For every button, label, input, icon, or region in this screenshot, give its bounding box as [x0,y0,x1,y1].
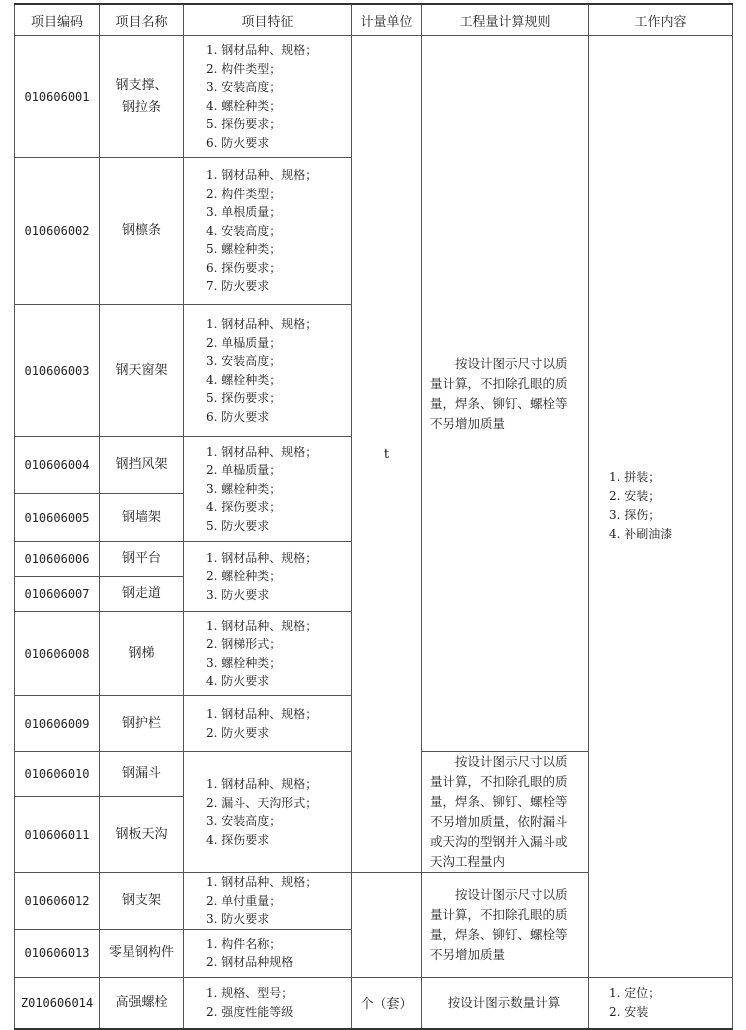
item-name: 钢檩条 [100,158,184,305]
item-features: 1. 钢材品种、规格； 2. 钢梯形式； 3. 螺栓种类； 4. 防火要求 [184,612,352,696]
item-name: 钢支架 [100,873,184,930]
item-features: 1. 钢材品种、规格； 2. 构件类型； 3. 安装高度； 4. 螺栓种类； 5. 探伤要求； 6. 防火要求 [184,36,352,158]
item-name: 钢天窗架 [100,305,184,437]
item-code: 010606002 [15,158,100,305]
unit-cell-blank [352,873,422,978]
header-work: 工作内容 [589,4,733,36]
header-name: 项目名称 [100,4,184,36]
item-features: 1. 钢材品种、规格； 2. 防火要求 [184,696,352,752]
item-features: 1. 构件名称； 2. 钢材品种规格 [184,929,352,977]
header-code: 项目编码 [15,4,100,36]
item-name: 钢墙架 [100,494,184,542]
item-features: 1. 钢材品种、规格； 2. 构件类型； 3. 单根质量； 4. 安装高度； 5. 螺栓种类； 6. 探伤要求； 7. 防火要求 [184,158,352,305]
item-features: 1. 钢材品种、规格； 2. 漏斗、天沟形式； 3. 安装高度； 4. 探伤要求 [184,752,352,873]
item-name: 钢梯 [100,612,184,696]
steel-member-quantity-table [14,3,733,1030]
item-code: 010606001 [15,36,100,158]
work-content-cell: 1. 拼装； 2. 安装； 3. 探伤； 4. 补刷油漆 [589,36,733,978]
header-row [15,4,733,36]
rule-cell: 按设计图示尺寸以质量计算，不扣除孔眼的质量，焊条、铆钉、螺栓等不另增加质量 [422,873,589,978]
item-code: 010606009 [15,696,100,752]
item-code: 010606008 [15,612,100,696]
item-name: 钢平台 [100,542,184,577]
table-row [15,36,733,158]
item-code: 010606011 [15,797,100,873]
item-features: 1. 规格、型号； 2. 强度性能等级 [184,977,352,1029]
item-code: 010606007 [15,577,100,612]
item-code: 010606005 [15,494,100,542]
rule-cell: 按设计图示数量计算 [422,977,589,1029]
unit-cell: t [352,36,422,873]
item-name: 高强螺栓 [100,977,184,1029]
item-name: 零星钢构件 [100,929,184,977]
item-name: 钢挡风架 [100,437,184,494]
header-features: 项目特征 [184,4,352,36]
item-code: 010606013 [15,929,100,977]
header-rule: 工程量计算规则 [422,4,589,36]
unit-cell: 个（套） [352,977,422,1029]
header-unit: 计量单位 [352,4,422,36]
rule-cell: 按设计图示尺寸以质量计算，不扣除孔眼的质量，焊条、铆钉、螺栓等不另增加质量 [422,36,589,752]
item-features: 1. 钢材品种、规格； 2. 单榀质量； 3. 螺栓种类； 4. 探伤要求； 5. 防火要求 [184,437,352,542]
item-code: 010606012 [15,873,100,930]
item-code: 010606004 [15,437,100,494]
item-name: 钢漏斗 [100,752,184,797]
table-row [15,977,733,1029]
item-name: 钢板天沟 [100,797,184,873]
item-code: 010606003 [15,305,100,437]
rule-cell: 按设计图示尺寸以质量计算，不扣除孔眼的质量，焊条、铆钉、螺栓等不另增加质量，依附漏斗或天沟的型钢并入漏斗或天沟工程量内 [422,752,589,873]
item-name: 钢护栏 [100,696,184,752]
work-content-cell: 1. 定位； 2. 安装 [589,977,733,1029]
item-features: 1. 钢材品种、规格； 2. 单付重量； 3. 防火要求 [184,873,352,930]
item-code: 010606006 [15,542,100,577]
item-name: 钢走道 [100,577,184,612]
item-features: 1. 钢材品种、规格； 2. 单榀质量； 3. 安装高度； 4. 螺栓种类； 5. 探伤要求； 6. 防火要求 [184,305,352,437]
item-name: 钢支撑、 钢拉条 [100,36,184,158]
item-code: Z010606014 [15,977,100,1029]
item-features: 1. 钢材品种、规格； 2. 螺栓种类； 3. 防火要求 [184,542,352,612]
item-code: 010606010 [15,752,100,797]
